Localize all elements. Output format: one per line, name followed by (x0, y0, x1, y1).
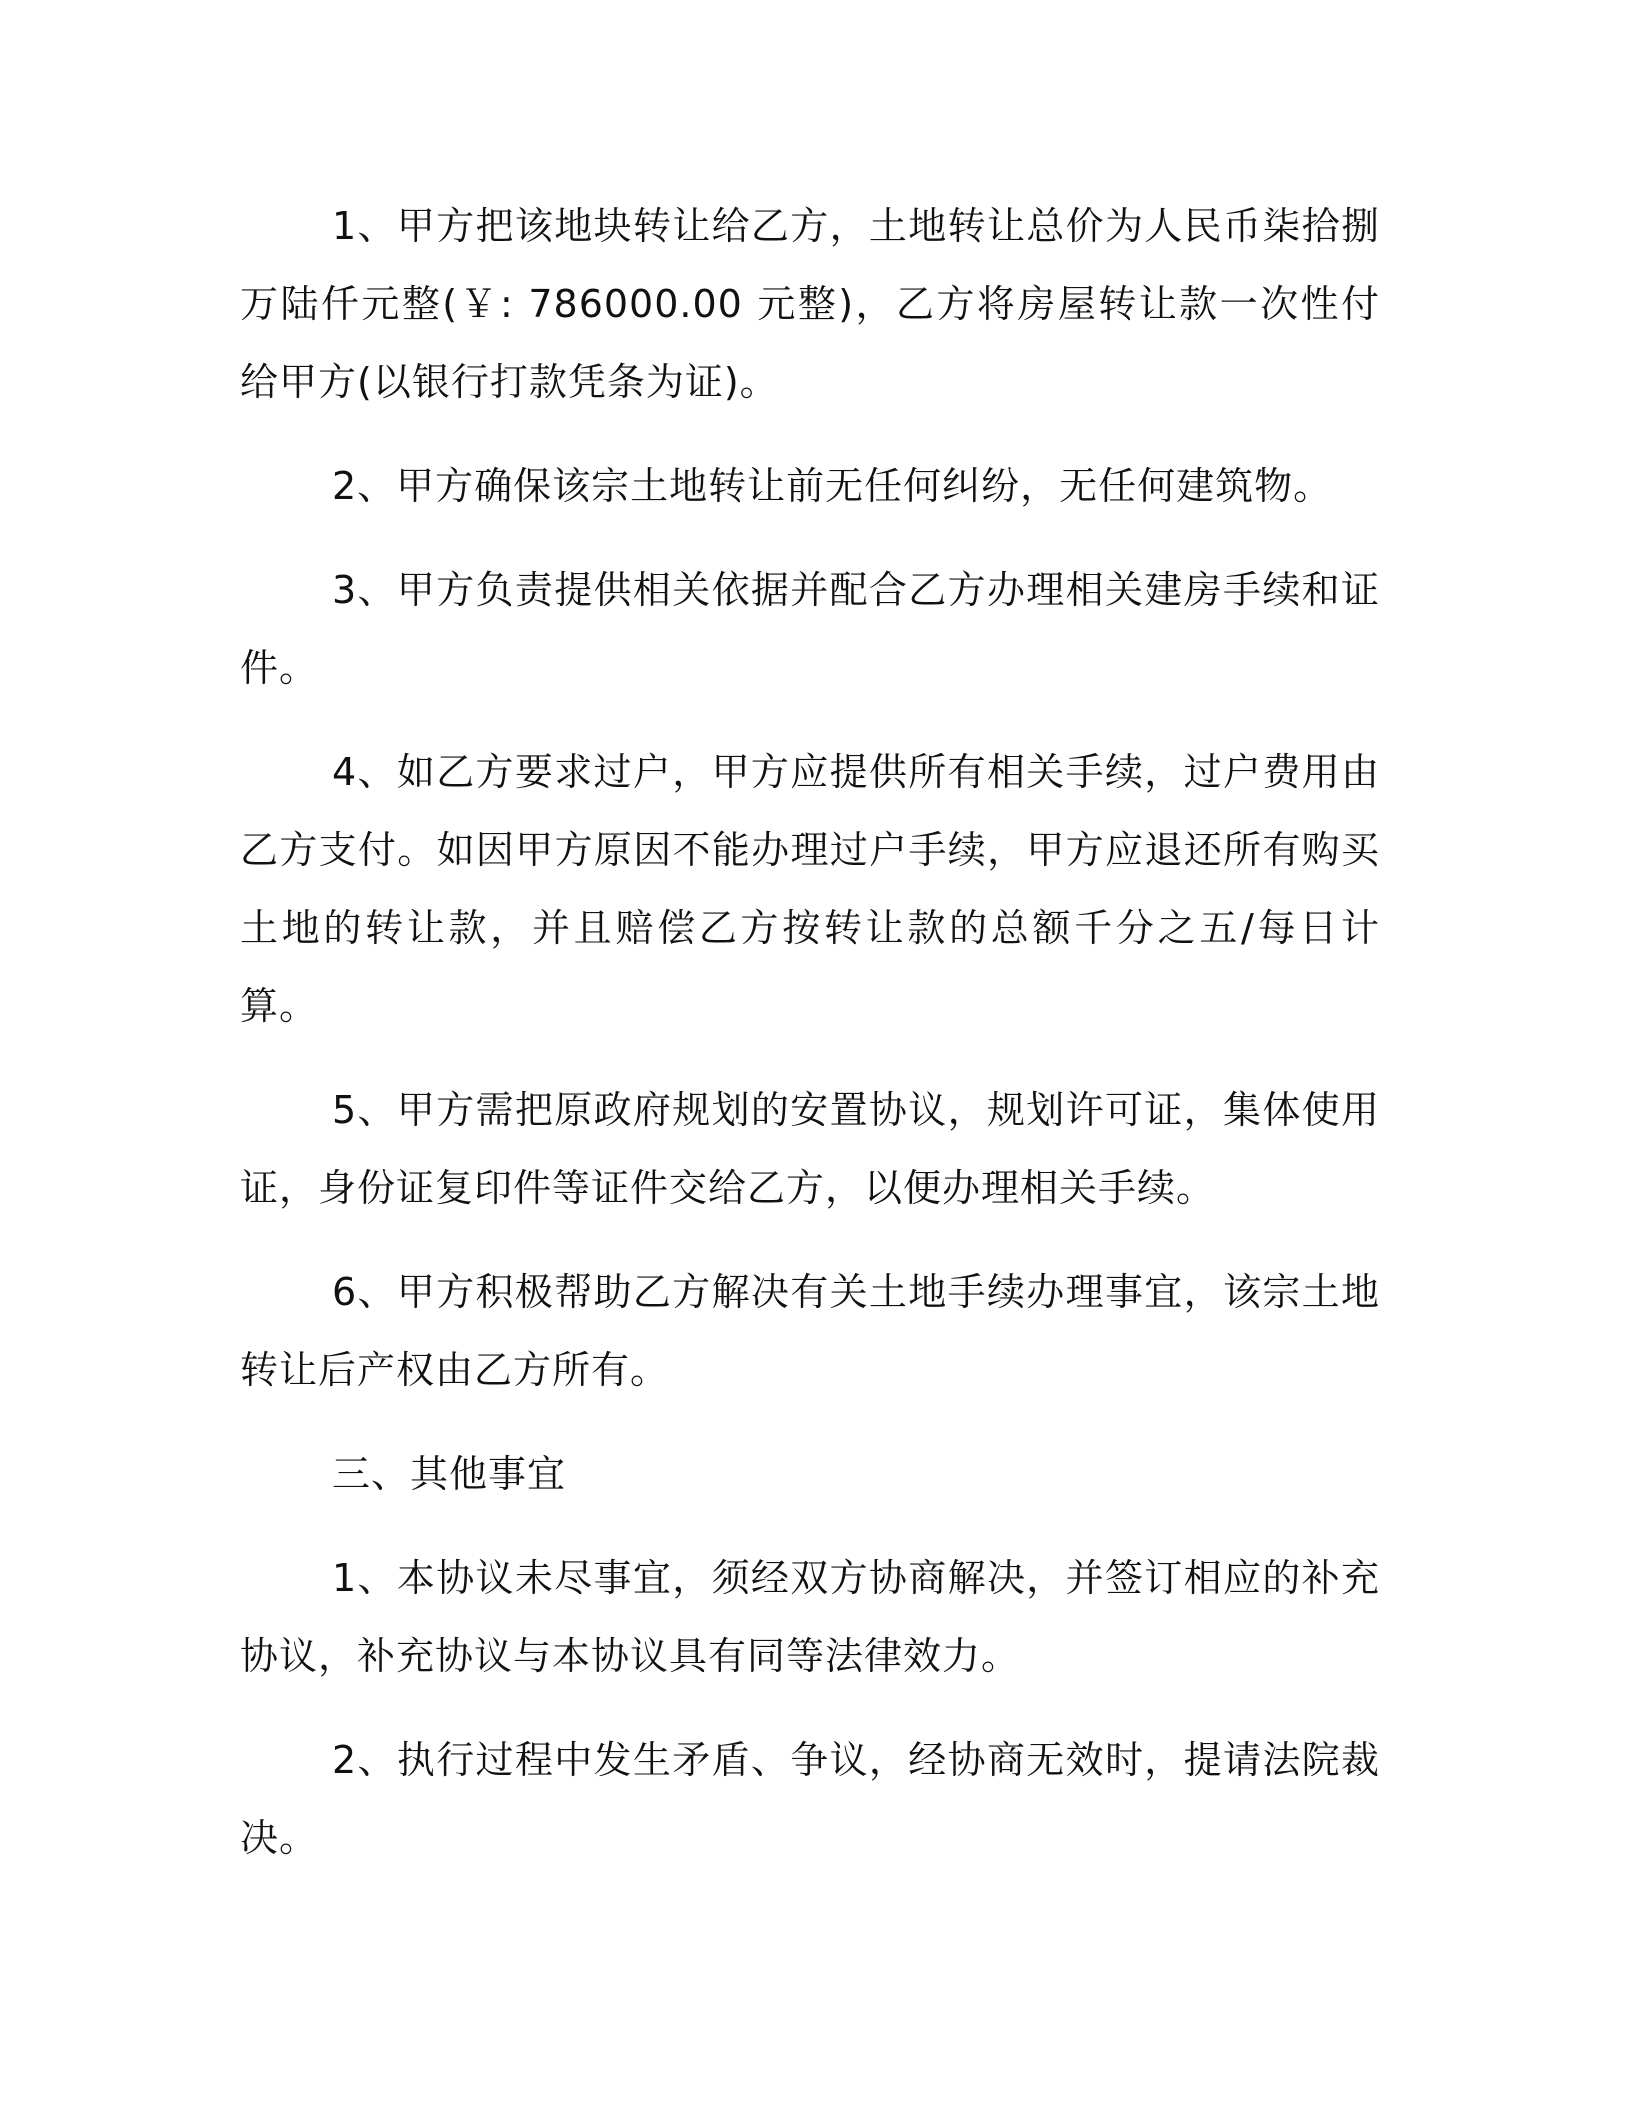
clause-6-assistance: 6、甲方积极帮助乙方解决有关土地手续办理事宜，该宗土地转让后产权由乙方所有。 (240, 1270, 1380, 1392)
section-heading-other-matters: 三、其他事宜 (332, 1452, 567, 1496)
clause-2-no-dispute: 2、甲方确保该宗土地转让前无任何纠纷，无任何建筑物。 (332, 464, 1333, 508)
clause-5-handover-certificates: 5、甲方需把原政府规划的安置协议，规划许可证，集体使用证，身份证复印件等证件交给乙方，以便办理相关手续。 (240, 1088, 1380, 1210)
document-body (240, 187, 1380, 1903)
clause-1-transfer-price: 1、甲方把该地块转让给乙方，土地转让总价为人民币柒拾捌万陆仟元整(￥: 786000.00 元整)，乙方将房屋转让款一次性付给甲方(以银行打款凭条为证)。 (240, 204, 1380, 404)
other-clause-2-dispute-resolution: 2、执行过程中发生矛盾、争议，经协商无效时，提请法院裁决。 (240, 1738, 1380, 1860)
clause-3-documents: 3、甲方负责提供相关依据并配合乙方办理相关建房手续和证件。 (240, 568, 1380, 690)
other-clause-1-supplement: 1、本协议未尽事宜，须经双方协商解决，并签订相应的补充协议，补充协议与本协议具有同等法律效力。 (240, 1556, 1380, 1678)
clause-4-ownership-transfer: 4、如乙方要求过户，甲方应提供所有相关手续，过户费用由乙方支付。如因甲方原因不能办理过户手续，甲方应退还所有购买土地的转让款，并且赔偿乙方按转让款的总额千分之五/每日计算。 (240, 750, 1380, 1028)
